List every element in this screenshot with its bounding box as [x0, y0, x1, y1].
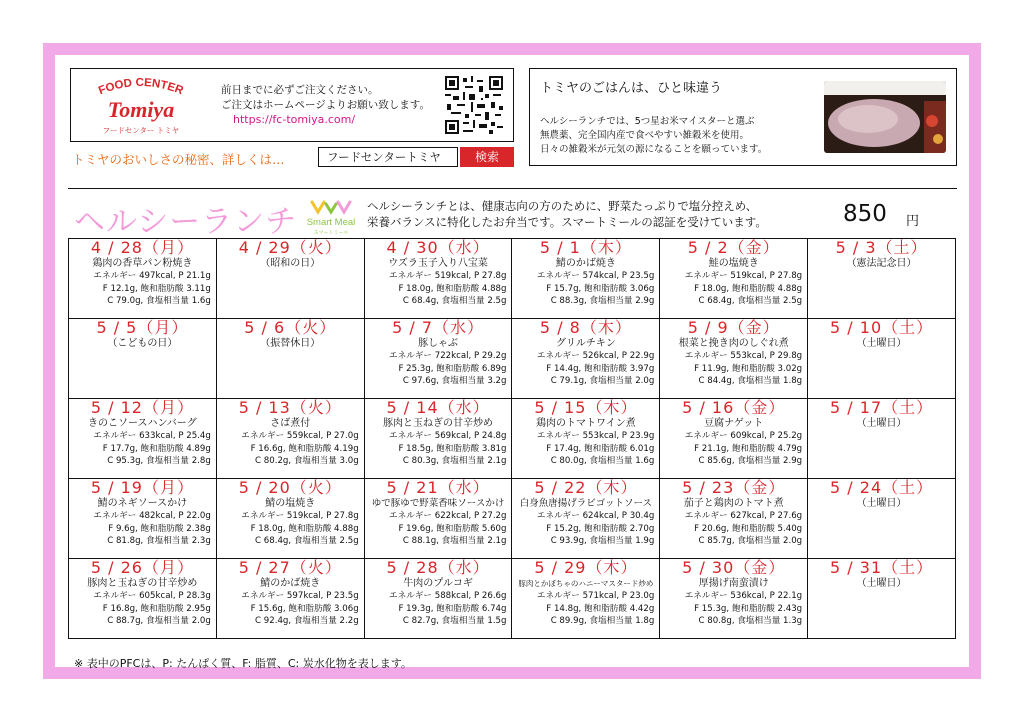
nutrition-energy: エネルギー 624kcal, P 30.4g — [536, 511, 655, 521]
nutrition-energy: エネルギー 571kcal, P 23.0g — [536, 591, 655, 601]
day-cell — [216, 479, 364, 559]
day-cell — [808, 239, 956, 319]
menu-name: きのこソースハンバーグ — [88, 418, 197, 429]
nutrition-fat: F 21.1g, 飽和脂肪酸 4.79g — [694, 443, 803, 454]
nutrition-carb-salt: C 97.6g, 食塩相当量 3.2g — [402, 376, 507, 386]
day-cell — [69, 399, 217, 479]
nutrition-carb-salt: C 92.4g, 食塩相当量 2.2g — [255, 616, 359, 626]
nutrition-energy: エネルギー 526kcal, P 22.9g — [536, 351, 655, 361]
food-center-tomiya-logo — [81, 73, 201, 139]
order-notice — [221, 83, 430, 113]
day-date: 4 / 28（月） — [90, 238, 194, 257]
nutrition-fat: F 15.2g, 飽和脂肪酸 2.70g — [546, 523, 655, 534]
day-cell — [808, 559, 956, 639]
nutrition-energy: エネルギー 597kcal, P 23.5g — [241, 591, 359, 601]
nutrition-energy: エネルギー 609kcal, P 25.2g — [684, 431, 803, 441]
menu-name: 厚揚げ南蛮漬け — [698, 578, 769, 589]
calendar-week-row — [69, 479, 956, 559]
search-input[interactable]: フードセンタートミヤ — [318, 147, 458, 167]
nutrition-energy: エネルギー 627kcal, P 27.6g — [684, 511, 803, 521]
nutrition-carb-salt: C 80.0g, 食塩相当量 1.6g — [550, 456, 655, 466]
nutrition-energy: エネルギー 633kcal, P 25.4g — [93, 431, 211, 441]
search-button[interactable]: 検索 — [460, 147, 514, 167]
day-date: 5 / 1（木） — [539, 238, 632, 257]
nutrition-energy: エネルギー 622kcal, P 27.2g — [389, 511, 507, 521]
page-title: ヘルシーランチ — [74, 204, 298, 240]
nutrition-fat: F 12.1g, 飽和脂肪酸 3.11g — [102, 283, 211, 294]
day-cell — [512, 399, 660, 479]
order-notice-line: 前日までに必ずご注文ください。 — [221, 84, 379, 96]
nutrition-fat: F 15.6g, 飽和脂肪酸 3.06g — [250, 603, 359, 614]
day-date: 5 / 27（火） — [238, 558, 342, 577]
qr-code-icon[interactable] — [445, 76, 503, 134]
menu-name: （憲法記念日） — [846, 258, 917, 269]
nutrition-energy: エネルギー 722kcal, P 29.2g — [389, 351, 507, 361]
rice-title: トミヤのごはんは、ひと味違う — [540, 81, 723, 96]
menu-name: 根菜と挽き肉のしぐれ煮 — [678, 338, 789, 349]
menu-name: 茄子と鶏肉のトマト煮 — [683, 498, 784, 509]
day-date: 5 / 20（火） — [238, 478, 342, 497]
nutrition-fat: F 20.6g, 飽和脂肪酸 5.40g — [694, 523, 803, 534]
day-date: 5 / 17（土） — [830, 398, 934, 417]
menu-name: 鮭の塩焼き — [708, 258, 759, 269]
secret-link-text: トミヤのおいしさの秘密、詳しくは… — [72, 152, 285, 167]
day-date: 5 / 14（水） — [386, 398, 490, 417]
menu-name: （振替休日） — [260, 338, 321, 349]
menu-name: （こどもの日） — [107, 338, 178, 349]
nutrition-carb-salt: C 80.8g, 食塩相当量 1.3g — [698, 616, 803, 626]
nutrition-carb-salt: C 88.3g, 食塩相当量 2.9g — [550, 296, 655, 306]
nutrition-energy: エネルギー 569kcal, P 24.8g — [389, 431, 507, 441]
nutrition-fat: F 17.7g, 飽和脂肪酸 4.89g — [102, 443, 211, 454]
menu-calendar — [68, 238, 956, 639]
nutrition-energy: エネルギー 536kcal, P 22.1g — [684, 591, 803, 601]
rice-body-line: 無農薬、完全国内産で食べやすい雑穀米を使用。 — [540, 130, 750, 141]
nutrition-fat: F 11.9g, 飽和脂肪酸 3.02g — [694, 363, 803, 374]
nutrition-fat: F 18.0g, 飽和脂肪酸 4.88g — [694, 283, 803, 294]
menu-name: 鯖のネギソースかけ — [97, 498, 188, 509]
nutrition-energy: エネルギー 519kcal, P 27.8g — [389, 271, 507, 281]
nutrition-fat: F 14.4g, 飽和脂肪酸 3.97g — [546, 363, 655, 374]
menu-name: （土曜日） — [856, 498, 907, 509]
day-cell — [69, 559, 217, 639]
day-date: 5 / 28（水） — [386, 558, 490, 577]
day-cell — [364, 479, 512, 559]
menu-name: 豚肉とかぼちゃのハニーマスタード炒め — [518, 579, 654, 588]
day-cell — [808, 479, 956, 559]
menu-name: 鯖のかば焼き — [260, 578, 321, 589]
nutrition-fat: F 18.5g, 飽和脂肪酸 3.81g — [398, 443, 507, 454]
rice-info-box — [529, 68, 957, 166]
day-cell — [660, 319, 808, 399]
price-unit: 円 — [906, 214, 920, 229]
calendar-week-row — [69, 399, 956, 479]
day-cell — [808, 319, 956, 399]
nutrition-carb-salt: C 68.4g, 食塩相当量 2.5g — [402, 296, 507, 306]
menu-name: 鯖の塩焼き — [265, 498, 316, 509]
nutrition-energy: エネルギー 497kcal, P 21.1g — [93, 271, 211, 281]
nutrition-fat: F 18.0g, 飽和脂肪酸 4.88g — [398, 283, 507, 294]
day-date: 5 / 23（金） — [682, 478, 786, 497]
menu-name: （土曜日） — [856, 418, 907, 429]
nutrition-carb-salt: C 82.7g, 食塩相当量 1.5g — [402, 616, 507, 626]
description-line: 栄養バランスに特化したお弁当です。スマートミールの認証を受けています。 — [367, 215, 767, 229]
homepage-link[interactable]: https://fc-tomiya.com/ — [233, 113, 356, 126]
nutrition-carb-salt: C 95.3g, 食塩相当量 2.8g — [107, 456, 211, 466]
nutrition-energy: エネルギー 605kcal, P 28.3g — [93, 591, 211, 601]
nutrition-fat: F 16.6g, 飽和脂肪酸 4.19g — [250, 443, 359, 454]
smart-meal-logo — [300, 196, 362, 236]
nutrition-carb-salt: C 80.3g, 食塩相当量 2.1g — [402, 456, 507, 466]
logo-sub: フードセンター トミヤ — [102, 126, 180, 135]
day-cell — [69, 479, 217, 559]
day-date: 5 / 2（金） — [687, 238, 780, 257]
nutrition-fat: F 17.4g, 飽和脂肪酸 6.01g — [546, 443, 655, 454]
calendar-week-row — [69, 559, 956, 639]
menu-name: 鯖のかば焼き — [555, 258, 616, 269]
day-date: 5 / 7（水） — [392, 318, 485, 337]
day-cell — [364, 239, 512, 319]
nutrition-fat: F 15.3g, 飽和脂肪酸 2.43g — [694, 603, 803, 614]
day-cell — [69, 319, 217, 399]
smart-meal-kana: スマートミール — [313, 230, 349, 236]
day-cell — [364, 399, 512, 479]
menu-name: ウズラ玉子入り八宝菜 — [388, 258, 488, 269]
footnote: ※ 表中のPFCは、P: たんぱく質、F: 脂質、C: 炭水化物を表します。 — [74, 657, 412, 670]
day-date: 5 / 3（土） — [835, 238, 928, 257]
menu-name: 豆腐ナゲット — [704, 418, 764, 429]
nutrition-carb-salt: C 88.7g, 食塩相当量 2.0g — [107, 616, 211, 626]
day-cell — [216, 239, 364, 319]
day-date: 5 / 21（水） — [386, 478, 490, 497]
day-date: 5 / 8（木） — [539, 318, 632, 337]
menu-name: （土曜日） — [856, 338, 907, 349]
nutrition-carb-salt: C 79.0g, 食塩相当量 1.6g — [107, 296, 211, 306]
menu-name: さば煮付 — [270, 418, 311, 429]
rice-body-line: 日々の雑穀米が元気の源になることを願っています。 — [540, 144, 768, 155]
day-date: 5 / 29（木） — [534, 558, 638, 577]
day-date: 4 / 29（火） — [238, 238, 342, 257]
day-cell — [364, 559, 512, 639]
nutrition-fat: F 19.6g, 飽和脂肪酸 5.60g — [398, 523, 507, 534]
nutrition-carb-salt: C 81.8g, 食塩相当量 2.3g — [107, 536, 211, 546]
day-cell — [808, 399, 956, 479]
nutrition-energy: エネルギー 553kcal, P 29.8g — [684, 351, 803, 361]
nutrition-fat: F 14.8g, 飽和脂肪酸 4.42g — [546, 603, 655, 614]
divider — [68, 188, 957, 189]
day-cell — [512, 319, 660, 399]
nutrition-energy: エネルギー 574kcal, P 23.5g — [536, 271, 655, 281]
day-date: 5 / 6（火） — [244, 318, 337, 337]
day-date: 5 / 13（火） — [238, 398, 342, 417]
nutrition-carb-salt: C 84.4g, 食塩相当量 1.8g — [698, 376, 803, 386]
day-date: 5 / 9（金） — [687, 318, 780, 337]
menu-name: （土曜日） — [856, 578, 907, 589]
nutrition-energy: エネルギー 559kcal, P 27.0g — [241, 431, 359, 441]
menu-name: 豚しゃぶ — [418, 338, 459, 349]
nutrition-energy: エネルギー 519kcal, P 27.8g — [241, 511, 359, 521]
description-line: ヘルシーランチとは、健康志向の方のために、野菜たっぷりで塩分控えめ、 — [367, 199, 758, 213]
nutrition-fat: F 25.3g, 飽和脂肪酸 6.89g — [398, 363, 507, 374]
nutrition-carb-salt: C 88.1g, 食塩相当量 2.1g — [402, 536, 507, 546]
nutrition-carb-salt: C 68.4g, 食塩相当量 2.5g — [698, 296, 803, 306]
nutrition-energy: エネルギー 553kcal, P 23.9g — [536, 431, 655, 441]
day-cell — [216, 399, 364, 479]
logo-line2: Tomiya — [107, 97, 175, 122]
day-cell — [660, 399, 808, 479]
menu-name: ゆで豚ゆで野菜香味ソースかけ — [371, 498, 505, 509]
day-cell — [512, 559, 660, 639]
calendar-week-row — [69, 319, 956, 399]
nutrition-carb-salt: C 68.4g, 食塩相当量 2.5g — [255, 536, 359, 546]
calendar-week-row — [69, 239, 956, 319]
day-date: 5 / 31（土） — [830, 558, 934, 577]
price: 850 — [843, 201, 887, 227]
day-cell — [69, 239, 217, 319]
svg-text:FOOD CENTER — [97, 77, 186, 98]
nutrition-carb-salt: C 79.1g, 食塩相当量 2.0g — [550, 376, 655, 386]
nutrition-fat: F 15.7g, 飽和脂肪酸 3.06g — [546, 283, 655, 294]
day-date: 5 / 19（月） — [90, 478, 194, 497]
menu-name: 鶏肉のトマトワイン煮 — [536, 418, 636, 429]
day-cell — [216, 319, 364, 399]
day-date: 5 / 5（月） — [96, 318, 189, 337]
menu-name: 白身魚唐揚げラビゴットソース — [519, 498, 653, 509]
menu-name: グリルチキン — [555, 338, 616, 349]
nutrition-energy: エネルギー 588kcal, P 26.6g — [389, 591, 507, 601]
day-cell — [660, 239, 808, 319]
menu-name: 豚肉と玉ねぎの甘辛炒め — [383, 418, 494, 429]
day-cell — [512, 239, 660, 319]
menu-name: （昭和の日） — [260, 258, 321, 269]
nutrition-carb-salt: C 85.6g, 食塩相当量 2.9g — [698, 456, 803, 466]
nutrition-carb-salt: C 89.9g, 食塩相当量 1.8g — [550, 616, 655, 626]
menu-name: 鶏肉の香草パン粉焼き — [92, 258, 193, 269]
day-cell — [364, 319, 512, 399]
day-date: 5 / 16（金） — [682, 398, 786, 417]
nutrition-energy: エネルギー 482kcal, P 22.0g — [93, 511, 211, 521]
rice-body — [540, 115, 767, 157]
day-date: 5 / 24（土） — [830, 478, 934, 497]
day-cell — [660, 559, 808, 639]
day-date: 5 / 12（月） — [90, 398, 194, 417]
menu-name: 豚肉と玉ねぎの甘辛炒め — [87, 578, 198, 589]
day-date: 5 / 26（月） — [90, 558, 194, 577]
order-info-box — [70, 68, 514, 142]
nutrition-carb-salt: C 85.7g, 食塩相当量 2.0g — [698, 536, 803, 546]
order-notice-line: ご注文はホームページよりお願い致します。 — [221, 99, 430, 111]
day-date: 5 / 10（土） — [830, 318, 934, 337]
nutrition-carb-salt: C 93.9g, 食塩相当量 1.9g — [550, 536, 655, 546]
day-cell — [512, 479, 660, 559]
rice-body-line: ヘルシーランチでは、5つ星お米マイスターと選ぶ — [540, 116, 755, 127]
day-date: 5 / 15（木） — [534, 398, 638, 417]
day-date: 4 / 30（水） — [386, 238, 490, 257]
nutrition-fat: F 19.3g, 飽和脂肪酸 6.74g — [398, 603, 507, 614]
nutrition-energy: エネルギー 519kcal, P 27.8g — [684, 271, 803, 281]
lunch-description — [367, 198, 767, 230]
day-cell — [660, 479, 808, 559]
menu-name: 牛肉のプルコギ — [403, 578, 473, 589]
day-date: 5 / 30（金） — [682, 558, 786, 577]
day-date: 5 / 22（木） — [534, 478, 638, 497]
day-cell — [216, 559, 364, 639]
bento-photo — [824, 81, 946, 153]
nutrition-fat: F 16.8g, 飽和脂肪酸 2.95g — [102, 603, 211, 614]
nutrition-fat: F 18.0g, 飽和脂肪酸 4.88g — [250, 523, 359, 534]
nutrition-fat: F 9.6g, 飽和脂肪酸 2.38g — [108, 523, 211, 534]
logo-line1: FOOD CENTER — [97, 76, 185, 98]
nutrition-carb-salt: C 80.2g, 食塩相当量 3.0g — [255, 456, 359, 466]
smart-meal-text: Smart Meal — [306, 217, 356, 228]
